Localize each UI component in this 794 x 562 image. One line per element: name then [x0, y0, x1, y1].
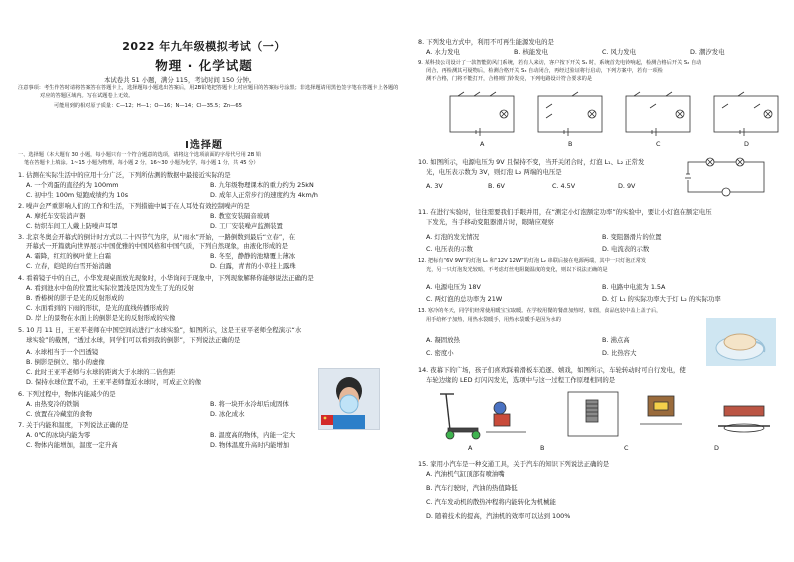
option-b: B. 教室安装隔音玻璃: [210, 212, 270, 220]
option-b: B. 冬至，静静的池塘覆上薄冰: [210, 252, 296, 260]
q10-circuit: [684, 156, 770, 202]
option-b: B. 沸点高: [602, 336, 630, 344]
option-d: D. 比热容大: [602, 349, 637, 357]
option-c: C. 立春，皑皑的白雪开始消融: [26, 262, 112, 270]
question-stem: 球实验”的截图，“透过水球，同学们可以看到我的倒影”，下列说法正确的是: [26, 336, 241, 344]
option-a: A. 水球相当于一个凹透镜: [26, 348, 99, 356]
option-d: D. 9V: [618, 182, 636, 190]
option-a: A. 0℃的冰块内能为零: [26, 431, 91, 439]
option-c: C. 4.5V: [552, 182, 576, 190]
left-column: [18, 0, 399, 562]
circuit-diagrams: [448, 90, 784, 148]
cup-photo: [706, 318, 776, 366]
question-stem: 车轮边缘的 LED 灯闪闪发光，选项中与这一过程工作原理相同的是: [426, 376, 616, 384]
option-a: A. 灯泡的发光情况: [426, 233, 480, 241]
circuit-label: B: [568, 140, 573, 148]
option-b: B. 变阻器滑片的位置: [602, 233, 662, 241]
option-c: C. 此时王亚平老师与水球的距离大于水球的二倍焦距: [26, 368, 176, 376]
question-stem: 14. 夜幕下的广场，孩子们喜欢踩着滑板车追逐、嬉戏，如图所示，车轮转动时可自行发电，使: [418, 366, 686, 374]
figure-label: C: [624, 444, 629, 452]
atomic-mass: 可能用到的相对原子质量：C—12；H—1；O—16；N—14；Cl—35.5；Zn—65: [54, 103, 242, 109]
exam-notice: 对应的答题区域内。写在试题卷上无效。: [40, 93, 134, 99]
question-stem: 4. 看着镜子中的自己，小华发现桌面放光现象时，小华询问于现象中，下列现象解释你能够说法正确的是: [18, 274, 314, 282]
question-stem: 下发光，当手移动变阻器滑片时，眼睛应观察: [426, 218, 554, 226]
option-a: A. 由热变冷的铁锅: [26, 400, 80, 408]
question-stem: 11. 在进行实验时，往往需要我们手眼并用，在“测定小灯泡额定功率”的实验中，要让小灯泡在额定电压: [418, 208, 712, 216]
option-b: B. 电路中电流为 1.5A: [602, 283, 666, 291]
question-stem: 1. 估测在实际生活中的应用十分广泛，下列所估测的数据中最接近实际的是: [18, 171, 231, 179]
option-b: B. 将一块开水冷却后成固体: [210, 400, 289, 408]
option-a: A. 霜降，红红的枫叶蒙上白霜: [26, 252, 112, 260]
motor-figure: [486, 402, 526, 432]
water-ball-photo: [318, 368, 380, 430]
circuit-b: [538, 92, 602, 136]
question-stem: 光，另一只灯泡发光较暗，不考虑灯丝电阻随温度的变化，则以下说法正确的是: [426, 267, 608, 273]
option-c: C. 纺织车间工人戴上防噪声耳罩: [26, 222, 118, 230]
question-stem: 9. 某科技公司设计了一款智能防风门系统，若有人来访，客户按下开关 S₁ 时，系统首先电铃响起，检测合格后开关 S₂ 自动: [418, 60, 702, 66]
generator-figure: [640, 396, 682, 424]
option-d: D. 潮汐发电: [690, 48, 725, 56]
question-stem: 3. 北京冬奥会开幕式的倒计时方式以二十四节气为序，从“雨水”开始，一路倒数到最后“立春”，在: [18, 233, 295, 241]
question-stem: 7. 关于内能和温度，下列说法正确的是: [18, 421, 129, 429]
option-d: D. 冰化成水: [210, 410, 245, 418]
option-b: B. 香椿树的影子是光的反射形成的: [26, 294, 124, 302]
exam-title: 2022 年九年级模拟考试（一）: [122, 40, 286, 53]
option-c: C. 水面看到的下雨的形状，是光的直线传播形成的: [26, 304, 169, 312]
option-b: B. 核能发电: [514, 48, 549, 56]
option-a: A. 凝固放热: [426, 336, 460, 344]
question-stem: 13. 寒冷的冬天，同学们经常使用暖宝宝取暖。在学校用餐的餐盘加热时，如图，食品包装中盖上盖子后，: [418, 308, 662, 314]
option-a: A. 电源电压为 18V: [426, 283, 481, 291]
circuit-label: A: [480, 140, 485, 148]
instructions: 笔在答题卡上填涂。1~15 小题为物理，每小题 2 分，16~30 小题为化学，每小题 1 分，共 45 分）: [24, 160, 259, 166]
option-c: C. 电压表的示数: [426, 245, 473, 253]
figure-label: D: [714, 444, 719, 452]
option-d: D. 白露，青青的小草挂上露珠: [210, 262, 296, 270]
option-c: C. 风力发电: [602, 48, 637, 56]
option-d: D. 岸上的景物在水面上的倒影是光的反射形成的实像: [26, 314, 176, 322]
question-stem: 开幕式一开篇就向世界展示中国优雅的中国风格和中国气质，下列自然现象，由液化形成的是: [26, 242, 289, 250]
question-stem: 2. 噪声会严重影响人们的工作和生活，下列措施中属于在人耳处有效控制噪声的是: [18, 202, 250, 210]
question-stem: 测不合格，门将不能打开，合格则门铃发亮，下列电路设计符合要求的是: [426, 76, 593, 82]
question-stem: 用手给杯子加热，用热水袋暖手，用热水袋暖手是因为水的: [426, 317, 561, 323]
figure-label: A: [468, 444, 473, 452]
option-d: D. 物体温度升高时内能增加: [210, 441, 290, 449]
option-c: C. 放置在冷藏室的食物: [26, 410, 93, 418]
option-a: A. 水力发电: [426, 48, 460, 56]
option-d: D. 保持水球位置不动，王亚平老师靠近水球时，可成正立的像: [26, 378, 202, 386]
circuit-a: [450, 92, 514, 136]
circuit-label: D: [744, 140, 749, 148]
option-d: D. 随着技术的提高，汽油机的效率可以达到 100%: [426, 512, 571, 520]
option-d: D. 灯 L₁ 的实际功率大于灯 L₂ 的实际功率: [602, 295, 721, 303]
right-column: [418, 0, 784, 562]
question-stem: 闭合，再检测其可疑物后，检测合格开关 S₃ 自动闭合，再经过验证将行启动，下列方案中，若有一项检: [426, 68, 663, 74]
option-b: B. 汽车行驶时，汽油的热值降低: [426, 484, 518, 492]
option-b: B. 倒影是倒立、缩小的虚像: [26, 358, 105, 366]
option-d: D. 电流表的示数: [602, 245, 650, 253]
option-c: C. 汽车发动机的散热冲程将内能转化为机械能: [426, 498, 556, 506]
exam-info: 本试卷共 51 小题，满分 115，考试时间 150 分钟。: [104, 76, 256, 84]
figure-label: B: [540, 444, 545, 452]
q14-figures: [428, 390, 774, 442]
exam-subtitle: 物理 · 化学试题: [155, 58, 253, 73]
option-d: D. 工厂安装噪声监测装置: [210, 222, 283, 230]
option-c: C. 密度小: [426, 349, 454, 357]
option-a: A. 汽油机气缸顶部有喷油嘴: [426, 470, 505, 478]
circuit-c: [626, 92, 690, 136]
question-stem: 10. 如图所示，电源电压为 9V 且保持不变，当开关闭合时，灯泡 L₁、L₂ 正常发: [418, 158, 645, 166]
option-d: D. 成年人正常步行的速度约为 4km/h: [210, 191, 318, 199]
option-b: B. 6V: [488, 182, 505, 190]
section-title: Ⅰ选择题: [185, 140, 223, 151]
electromagnet-figure: [568, 392, 618, 436]
question-stem: 光，电压表示数为 3V，则灯泡 L₂ 两端的电压是: [426, 168, 562, 176]
option-a: A. 看到池水中鱼的位置比实际位置浅是因为发生了光的反射: [26, 284, 195, 292]
option-a: A. 摩托车安装消声器: [26, 212, 86, 220]
option-c: C. 两灯泡的总功率为 21W: [426, 295, 503, 303]
option-a: A. 3V: [426, 182, 443, 190]
option-b: B. 九年级物理课本的重力约为 25kN: [210, 181, 314, 189]
circuit-label: C: [656, 140, 661, 148]
instructions: 一、选择题（本大题有 30 小题，每小题只有一个符合题意的选项，请将这个选项前面的字母代号用 2B 铅: [18, 152, 262, 158]
question-stem: 6. 下列过程中，物体内能减少的是: [18, 390, 116, 398]
circuit-d: [714, 92, 778, 136]
scooter-figure: [440, 394, 480, 439]
question-stem: 5. 10 月 11 日，王亚平老师在中国空间站进行“水球实验”，如图所示，这是王亚平老师全程演示“水: [18, 326, 302, 334]
option-b: B. 温度高的物体，内能一定大: [210, 431, 296, 439]
option-c: C. 初中生 100m 短跑成绩约为 10s: [26, 191, 129, 199]
option-a: A. 一个鸡蛋的直径约为 100mm: [26, 181, 119, 189]
question-stem: 15. 家用小汽车是一种交通工具，关于汽车的知识下列说法正确的是: [418, 460, 610, 468]
question-stem: 12. 把标有“6V 9W”的灯泡 L₁ 和“12V 12W”的灯泡 L₂ 串联后接在电源两端，其中一只灯泡正常发: [418, 258, 647, 264]
exam-notice: 注意事项：考生作答时请将答案答在答题卡上，选择题每小题选出答案后，用2B铅笔把答题卡上对应题目的答案标号涂黑；非选择题请用黑色签字笔在答题卡上各题的: [18, 85, 399, 91]
coil-figure: [718, 406, 770, 432]
question-stem: 8. 下列发电方式中，利用不可再生能源发电的是: [418, 38, 554, 46]
option-c: C. 物体内能增加，温度一定升高: [26, 441, 118, 449]
